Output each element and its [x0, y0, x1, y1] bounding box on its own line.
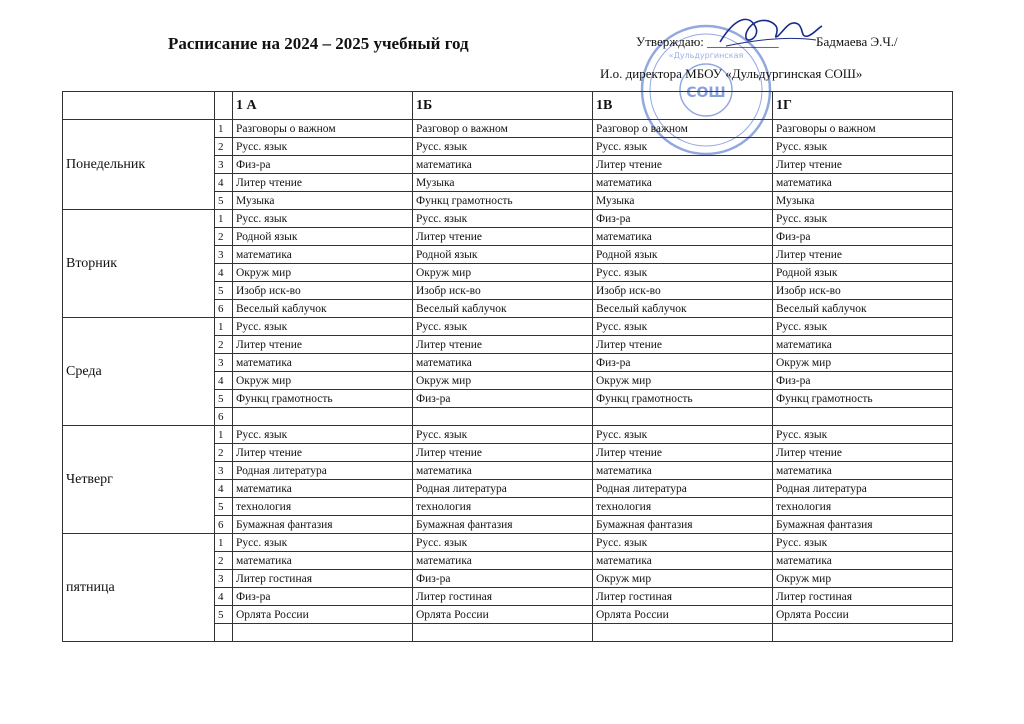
lesson-cell: технология — [593, 498, 773, 516]
lesson-cell: Бумажная фантазия — [593, 516, 773, 534]
lesson-cell: математика — [413, 354, 593, 372]
lesson-number: 5 — [215, 192, 233, 210]
lesson-cell: Функц грамотность — [593, 390, 773, 408]
lesson-cell: Литер чтение — [593, 156, 773, 174]
lesson-cell — [773, 624, 953, 642]
lesson-cell: Русс. язык — [773, 534, 953, 552]
lesson-cell: Родной язык — [233, 228, 413, 246]
lesson-number: 4 — [215, 480, 233, 498]
lesson-cell: Родная литература — [593, 480, 773, 498]
lesson-number: 2 — [215, 336, 233, 354]
lesson-cell: Литер чтение — [773, 444, 953, 462]
lesson-cell: Музыка — [413, 174, 593, 192]
lesson-cell: математика — [593, 552, 773, 570]
lesson-cell: Русс. язык — [773, 426, 953, 444]
lesson-cell: математика — [233, 480, 413, 498]
lesson-cell: Окруж мир — [413, 264, 593, 282]
lesson-cell: Окруж мир — [773, 354, 953, 372]
lesson-cell: Родная литература — [413, 480, 593, 498]
lesson-cell: Веселый каблучок — [233, 300, 413, 318]
lesson-cell: Физ-ра — [593, 354, 773, 372]
lesson-cell — [593, 408, 773, 426]
lesson-number: 3 — [215, 354, 233, 372]
lesson-cell: Функц грамотность — [233, 390, 413, 408]
approver-name: Бадмаева Э.Ч./ — [816, 34, 898, 49]
table-row — [63, 534, 953, 552]
lesson-cell: Окруж мир — [233, 264, 413, 282]
lesson-cell: Литер чтение — [233, 336, 413, 354]
lesson-cell: Бумажная фантазия — [413, 516, 593, 534]
lesson-cell: Физ-ра — [593, 210, 773, 228]
schedule-body — [63, 120, 953, 642]
lesson-cell: Литер чтение — [233, 444, 413, 462]
lesson-cell: Русс. язык — [773, 318, 953, 336]
lesson-cell: Орлята России — [413, 606, 593, 624]
lesson-cell: Функц грамотность — [773, 390, 953, 408]
lesson-cell: Физ-ра — [773, 372, 953, 390]
lesson-cell: математика — [233, 354, 413, 372]
lesson-cell: Литер гостиная — [413, 588, 593, 606]
class-header: 1В — [593, 92, 773, 120]
lesson-number: 6 — [215, 300, 233, 318]
day-name: Четверг — [63, 426, 215, 534]
lesson-number: 6 — [215, 516, 233, 534]
lesson-number: 1 — [215, 318, 233, 336]
lesson-cell: Литер чтение — [413, 444, 593, 462]
lesson-cell: Веселый каблучок — [593, 300, 773, 318]
lesson-cell — [593, 624, 773, 642]
lesson-cell: математика — [233, 246, 413, 264]
lesson-cell: Литер чтение — [413, 336, 593, 354]
lesson-cell: Физ-ра — [773, 228, 953, 246]
lesson-cell: Родная литература — [233, 462, 413, 480]
lesson-cell: Русс. язык — [413, 138, 593, 156]
lesson-cell — [773, 408, 953, 426]
lesson-cell: Изобр иск-во — [413, 282, 593, 300]
class-header: 1Г — [773, 92, 953, 120]
lesson-cell: Литер гостиная — [773, 588, 953, 606]
lesson-number: 1 — [215, 534, 233, 552]
lesson-number: 2 — [215, 228, 233, 246]
lesson-cell: Русс. язык — [413, 318, 593, 336]
lesson-number: 1 — [215, 120, 233, 138]
lesson-cell: Литер чтение — [593, 444, 773, 462]
lesson-cell: Окруж мир — [593, 372, 773, 390]
lesson-number: 4 — [215, 588, 233, 606]
lesson-cell: математика — [773, 174, 953, 192]
page-title: Расписание на 2024 – 2025 учебный год — [168, 34, 469, 53]
class-header: 1 А — [233, 92, 413, 120]
lesson-number: 5 — [215, 606, 233, 624]
lesson-cell: Окруж мир — [413, 372, 593, 390]
lesson-cell: Изобр иск-во — [773, 282, 953, 300]
lesson-cell: Русс. язык — [233, 210, 413, 228]
lesson-cell: Изобр иск-во — [233, 282, 413, 300]
lesson-cell: Орлята России — [233, 606, 413, 624]
lesson-cell: Русс. язык — [773, 138, 953, 156]
lesson-cell: Окруж мир — [773, 570, 953, 588]
lesson-cell: Русс. язык — [773, 210, 953, 228]
lesson-number: 3 — [215, 246, 233, 264]
lesson-number: 1 — [215, 426, 233, 444]
lesson-cell: Окруж мир — [593, 570, 773, 588]
lesson-number: 5 — [215, 282, 233, 300]
lesson-cell: Русс. язык — [413, 534, 593, 552]
lesson-cell: Разговор о важном — [413, 120, 593, 138]
lesson-cell: математика — [413, 552, 593, 570]
approval-label: Утверждаю: ___________ — [636, 34, 779, 49]
lesson-cell: Физ-ра — [413, 570, 593, 588]
lesson-cell: технология — [233, 498, 413, 516]
lesson-number: 1 — [215, 210, 233, 228]
lesson-cell: Русс. язык — [593, 138, 773, 156]
number-column-header — [215, 92, 233, 120]
schedule-table — [62, 91, 953, 642]
day-name: пятница — [63, 534, 215, 642]
lesson-number: 3 — [215, 462, 233, 480]
svg-text:СОШ: СОШ — [686, 85, 726, 101]
lesson-cell: технология — [413, 498, 593, 516]
lesson-number: 4 — [215, 372, 233, 390]
table-row — [63, 426, 953, 444]
lesson-cell: Русс. язык — [593, 426, 773, 444]
lesson-cell — [233, 408, 413, 426]
lesson-number: 3 — [215, 570, 233, 588]
lesson-number: 4 — [215, 264, 233, 282]
lesson-cell: Русс. язык — [233, 534, 413, 552]
lesson-cell: Литер чтение — [413, 228, 593, 246]
director-title: И.о. директора МБОУ «Дульдургинская СОШ» — [600, 66, 863, 81]
lesson-cell: Литер чтение — [593, 336, 773, 354]
lesson-cell — [413, 408, 593, 426]
svg-text:«Дульдургинская: «Дульдургинская — [668, 51, 744, 60]
day-name: Среда — [63, 318, 215, 426]
class-header: 1Б — [413, 92, 593, 120]
lesson-cell: Музыка — [233, 192, 413, 210]
lesson-cell: Функц грамотность — [413, 192, 593, 210]
lesson-cell: Орлята России — [773, 606, 953, 624]
lesson-number: 5 — [215, 498, 233, 516]
lesson-number: 6 — [215, 408, 233, 426]
lesson-number: 2 — [215, 552, 233, 570]
lesson-cell: Родная литература — [773, 480, 953, 498]
lesson-number: 2 — [215, 444, 233, 462]
lesson-cell: Родной язык — [413, 246, 593, 264]
lesson-cell: математика — [593, 228, 773, 246]
lesson-number: 3 — [215, 156, 233, 174]
lesson-number: 5 — [215, 390, 233, 408]
lesson-cell: математика — [233, 552, 413, 570]
lesson-cell: Музыка — [773, 192, 953, 210]
lesson-cell: Русс. язык — [233, 426, 413, 444]
lesson-cell: Литер чтение — [773, 156, 953, 174]
lesson-cell: Русс. язык — [593, 264, 773, 282]
lesson-cell: Родной язык — [773, 264, 953, 282]
lesson-cell: Русс. язык — [593, 318, 773, 336]
lesson-cell: Бумажная фантазия — [233, 516, 413, 534]
lesson-cell: Орлята России — [593, 606, 773, 624]
lesson-cell: Литер гостиная — [593, 588, 773, 606]
lesson-cell: Бумажная фантазия — [773, 516, 953, 534]
lesson-cell: математика — [593, 174, 773, 192]
lesson-number: 4 — [215, 174, 233, 192]
lesson-cell: технология — [773, 498, 953, 516]
day-name: Понедельник — [63, 120, 215, 210]
lesson-cell: Русс. язык — [413, 426, 593, 444]
lesson-cell: Веселый каблучок — [773, 300, 953, 318]
lesson-cell: Физ-ра — [233, 156, 413, 174]
lesson-cell: математика — [413, 156, 593, 174]
lesson-cell: Музыка — [593, 192, 773, 210]
lesson-cell: математика — [773, 462, 953, 480]
lesson-cell: Литер чтение — [773, 246, 953, 264]
lesson-cell: Разговоры о важном — [773, 120, 953, 138]
lesson-cell: Разговоры о важном — [233, 120, 413, 138]
lesson-cell: Литер гостиная — [233, 570, 413, 588]
lesson-cell: математика — [773, 336, 953, 354]
lesson-cell: математика — [593, 462, 773, 480]
lesson-cell: Литер чтение — [233, 174, 413, 192]
lesson-number: 2 — [215, 138, 233, 156]
lesson-cell: Русс. язык — [233, 138, 413, 156]
lesson-cell: Веселый каблучок — [413, 300, 593, 318]
lesson-cell: математика — [773, 552, 953, 570]
lesson-cell — [233, 624, 413, 642]
lesson-cell: математика — [413, 462, 593, 480]
day-column-header — [63, 92, 215, 120]
lesson-cell: Окруж мир — [233, 372, 413, 390]
lesson-cell: Русс. язык — [593, 534, 773, 552]
day-name: Вторник — [63, 210, 215, 318]
lesson-cell: Изобр иск-во — [593, 282, 773, 300]
lesson-cell: Русс. язык — [233, 318, 413, 336]
table-row — [63, 318, 953, 336]
lesson-number — [215, 624, 233, 642]
header-row — [63, 92, 953, 120]
lesson-cell: Физ-ра — [233, 588, 413, 606]
lesson-cell: Родной язык — [593, 246, 773, 264]
table-row — [63, 120, 953, 138]
lesson-cell — [413, 624, 593, 642]
lesson-cell: Русс. язык — [413, 210, 593, 228]
lesson-cell: Разговор о важном — [593, 120, 773, 138]
lesson-cell: Физ-ра — [413, 390, 593, 408]
table-row — [63, 210, 953, 228]
